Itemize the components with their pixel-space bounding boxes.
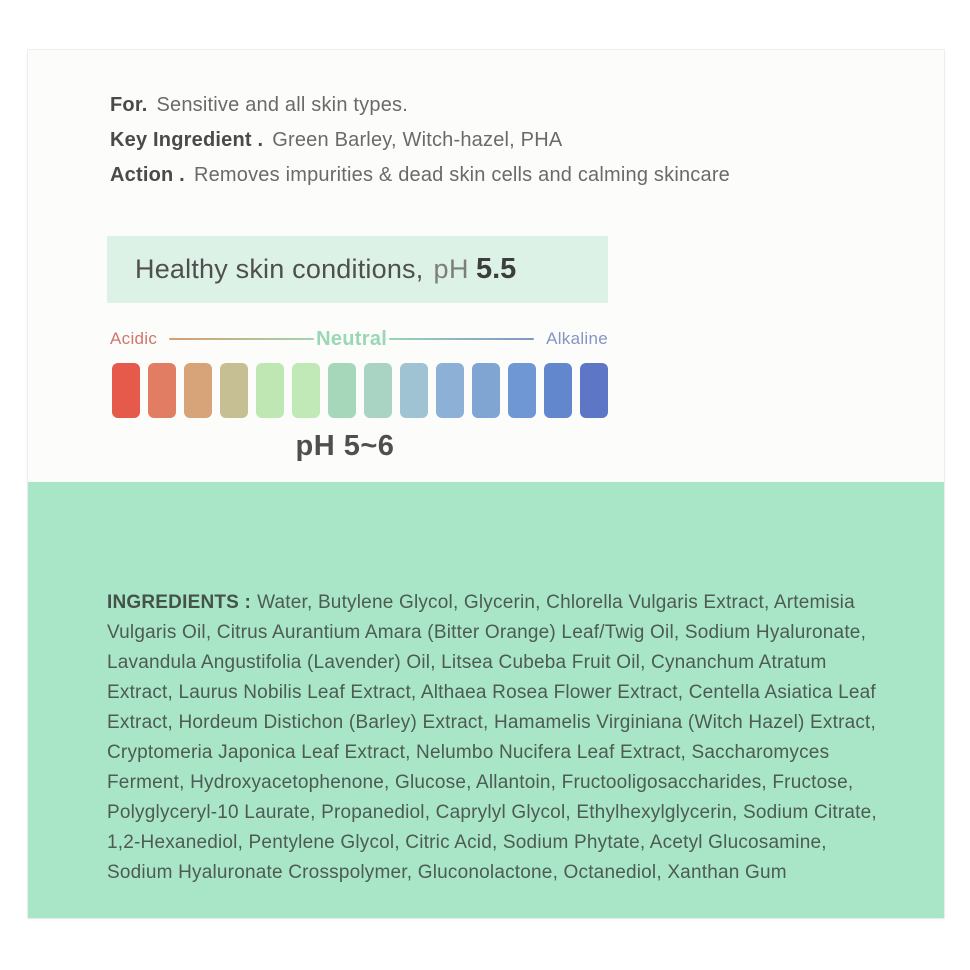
ph-swatch	[328, 363, 356, 418]
ph-swatch	[184, 363, 212, 418]
ph-swatch	[436, 363, 464, 418]
packaging-card	[28, 50, 944, 918]
ingredients-section	[28, 482, 944, 918]
ph-banner-text: Healthy skin conditions,	[135, 254, 424, 284]
info-label-for: For.	[110, 94, 148, 116]
gradient-line-left	[169, 338, 314, 340]
alkaline-label: Alkaline	[546, 329, 609, 348]
ph-swatch	[148, 363, 176, 418]
ph-banner-ph-label: pH	[433, 254, 469, 284]
info-row-for	[110, 94, 730, 117]
gradient-line-right	[389, 338, 534, 340]
info-row-action	[110, 164, 730, 187]
acidic-label: Acidic	[110, 329, 158, 348]
ph-swatch	[580, 363, 608, 418]
ph-scale-labels	[110, 326, 608, 352]
info-value-action: Removes impurities & dead skin cells and calming skincare	[193, 164, 731, 186]
info-section	[110, 94, 730, 187]
ph-swatch	[292, 363, 320, 418]
neutral-label: Neutral	[316, 327, 388, 350]
ph-swatch	[220, 363, 248, 418]
ph-banner-value: 5.5	[475, 253, 517, 285]
info-value-key-ingredient: Green Barley, Witch-hazel, PHA	[272, 129, 563, 151]
info-label-key-ingredient: Key Ingredient .	[110, 129, 264, 151]
ph-swatch	[112, 363, 140, 418]
ph-swatch	[256, 363, 284, 418]
ph-range-label: pH 5~6	[295, 430, 395, 462]
ingredients-label: INGREDIENTS :	[107, 592, 252, 613]
info-label-action: Action .	[110, 164, 185, 186]
ph-swatch-row	[112, 363, 608, 418]
ph-swatch	[400, 363, 428, 418]
ph-banner	[107, 236, 608, 303]
ph-swatch	[472, 363, 500, 418]
ph-swatch	[508, 363, 536, 418]
ph-swatch	[364, 363, 392, 418]
ph-swatch	[544, 363, 572, 418]
info-value-for: Sensitive and all skin types.	[156, 94, 408, 116]
info-row-key-ingredient	[110, 129, 730, 152]
ingredients-text: Water, Butylene Glycol, Glycerin, Chlorella Vulgaris Extract, Artemisia Vulgaris Oil, Citrus Aurantium Amara (Bitter Orange) Leaf/Twig Oil, Sodium Hyaluronate, Lavandula Angustifolia (Lavender) Oil, Litsea Cubeba Fruit Oil, Cynanchum Atratum Extract, Laurus Nobilis Leaf Extract, Althaea Rosea Flower Extract, Centella Asiatica Leaf Extract, Hordeum Distichon (Barley) Extract, Hamamelis Virginiana (Witch Hazel) Extract, Cryptomeria Japonica Leaf Extract, Nelumbo Nucifera Leaf Extract, Saccharomyces Ferment, Hydroxyacetophenone, Glucose, Allantoin, Fructooligosaccharides, Fructose, Polyglyceryl-10 Laurate, Propanediol, Caprylyl Glycol, Ethylhexylglycerin, Sodium Citrate, 1,2-Hexanediol, Pentylene Glycol, Citric Acid, Sodium Phytate, Acetyl Glucosamine, Sodium Hyaluronate Crosspolymer, Gluconolactone, Octanediol, Xanthan Gum	[107, 592, 877, 883]
ingredients-paragraph	[28, 482, 944, 888]
